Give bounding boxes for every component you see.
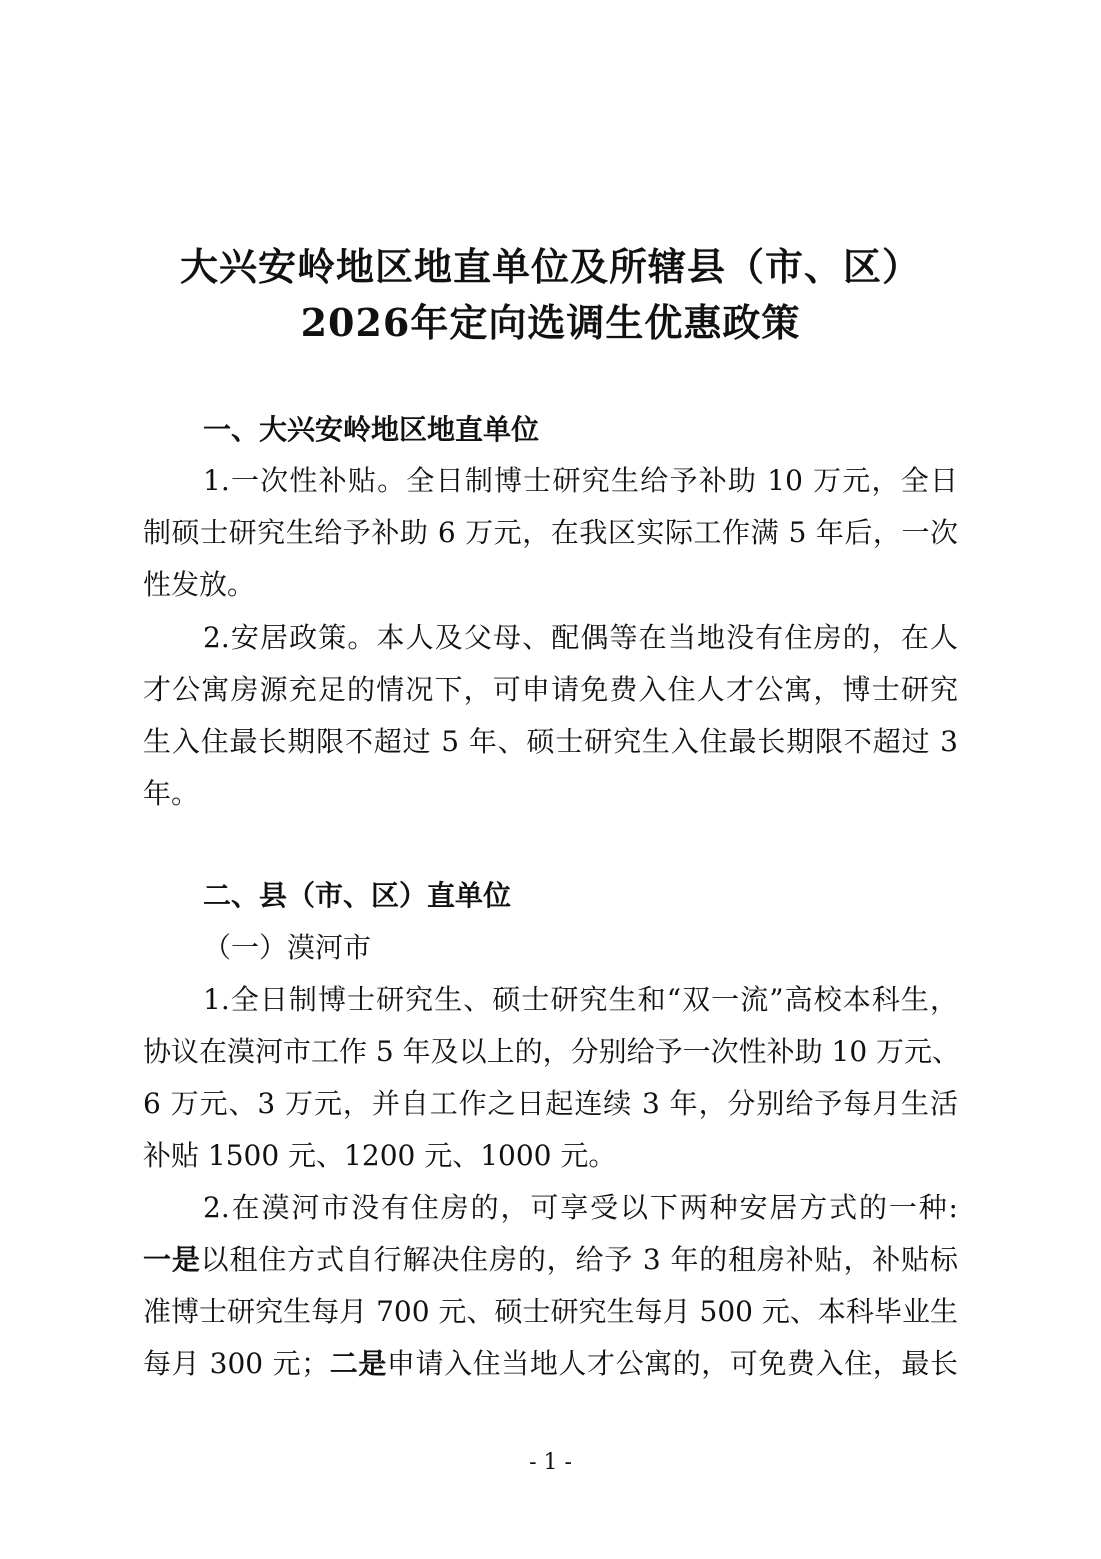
section-2-p2-line-3: 准博士研究生每月 700 元、硕士研究生每月 500 元、本科毕业生 xyxy=(143,1295,958,1328)
section-1-p2-line-4: 年。 xyxy=(143,777,200,810)
section-1-p2-line-3: 生入住最长期限不超过 5 年、硕士研究生入住最长期限不超过 3 xyxy=(143,725,958,758)
document-title-line-2: 2026年定向选调生优惠政策 xyxy=(300,300,801,345)
section-1-p1-line-2: 制硕士研究生给予补助 6 万元，在我区实际工作满 5 年后，一次 xyxy=(143,516,958,549)
section-2-p2-line-4-prefix: 每月 300 元； xyxy=(143,1347,330,1380)
section-2-sub-heading-mohe: （一）漠河市 xyxy=(203,931,372,964)
section-1-p1-line-1: 1.一次性补贴。全日制博士研究生给予补助 10 万元，全日 xyxy=(203,464,958,497)
section-2-p2-line-2 xyxy=(143,1240,958,1280)
emphasis-second: 二是 xyxy=(329,1347,387,1380)
section-1-p1-line-3: 性发放。 xyxy=(143,568,256,601)
section-1-heading: 一、大兴安岭地区地直单位 xyxy=(203,413,540,446)
section-2-p2-line-1: 2.在漠河市没有住房的，可享受以下两种安居方式的一种: xyxy=(203,1191,958,1224)
section-2-p2-line-2-text: 以租住方式自行解决住房的，给予 3 年的租房补贴，补贴标 xyxy=(200,1243,958,1276)
emphasis-first: 一是 xyxy=(143,1243,201,1276)
section-2-p1-line-4: 补贴 1500 元、1200 元、1000 元。 xyxy=(143,1139,617,1172)
section-2-p1-line-2: 协议在漠河市工作 5 年及以上的，分别给予一次性补助 10 万元、 xyxy=(143,1035,961,1068)
document-title-line-1: 大兴安岭地区地直单位及所辖县（市、区） xyxy=(179,244,921,289)
section-2-p2-line-4 xyxy=(143,1344,958,1384)
section-2-heading: 二、县（市、区）直单位 xyxy=(203,879,512,912)
section-2-p1-line-3: 6 万元、3 万元，并自工作之日起连续 3 年，分别给予每月生活 xyxy=(143,1087,958,1120)
section-1-p2-line-1: 2.安居政策。本人及父母、配偶等在当地没有住房的，在人 xyxy=(203,621,958,654)
section-2-p2-line-4-text: 申请入住当地人才公寓的，可免费入住，最长 xyxy=(386,1347,958,1380)
section-1-p2-line-2: 才公寓房源充足的情况下，可申请免费入住人才公寓，博士研究 xyxy=(143,673,958,706)
page-number: - 1 - xyxy=(529,1450,572,1475)
section-2-p1-line-1: 1.全日制博士研究生、硕士研究生和“双一流”高校本科生， xyxy=(203,983,958,1016)
